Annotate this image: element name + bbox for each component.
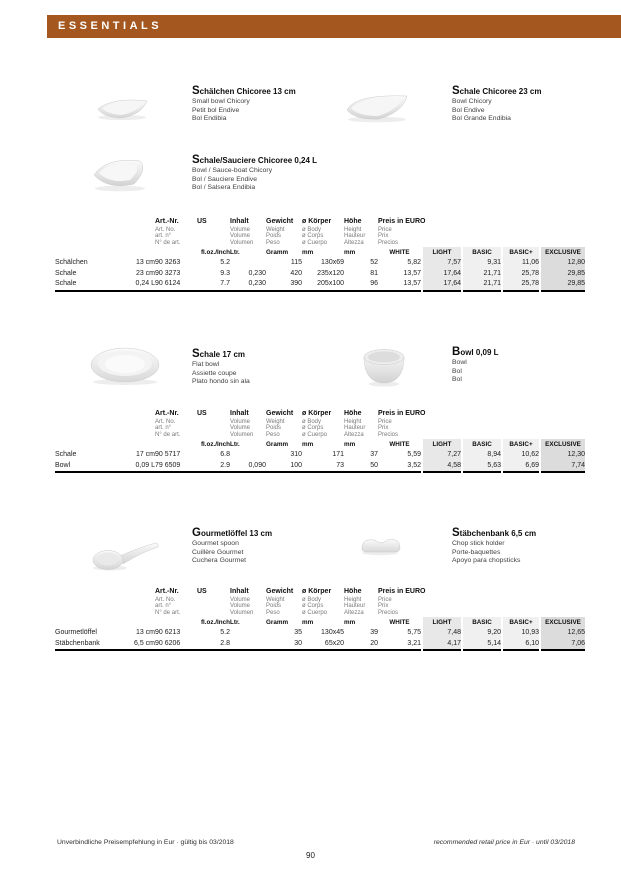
column-header-sublabel: Weight xyxy=(266,596,285,603)
product-title: Schale/Sauciere Chicoree 0,24 L xyxy=(192,154,318,166)
column-header-label: Art.-Nr. xyxy=(155,410,179,417)
page-title: ESSENTIALS xyxy=(58,20,163,32)
column-header-label: Preis in EURO xyxy=(378,410,426,417)
product-title: Schälchen Chicoree 13 cm xyxy=(192,85,296,97)
product-image-sauciere-chicoree xyxy=(90,153,150,198)
column-header-label: US xyxy=(197,410,207,417)
column-header-sublabel: Volume xyxy=(230,418,251,425)
cell-height: 50 xyxy=(370,461,378,469)
product-desc-line: Plato hondo sin ala xyxy=(192,378,250,386)
column-header-sublabel: Altezza xyxy=(344,432,364,439)
cell-name: Schale xyxy=(55,269,77,277)
product-image-schale-chicoree xyxy=(345,88,410,128)
column-header-label: Höhe xyxy=(344,410,362,417)
unit-mm-body: mm xyxy=(302,249,314,257)
cell-gramm: 100 xyxy=(290,461,302,469)
table-row xyxy=(55,639,585,651)
table-header-row xyxy=(55,217,585,247)
column-header-us xyxy=(197,217,230,247)
cell-size: 0,24 L xyxy=(135,280,155,288)
column-header-label: Preis in EURO xyxy=(378,218,426,225)
cell-price-light: 7,57 xyxy=(422,258,462,269)
cell-us: 2.9 xyxy=(220,461,230,469)
column-header-sublabel: Precios xyxy=(378,432,399,439)
product-card xyxy=(452,347,617,385)
cell-price-basic: 9,20 xyxy=(462,628,502,639)
cell-price-basic: 21,71 xyxy=(462,269,502,280)
unit-mm-height: mm xyxy=(344,249,356,257)
cell-price-basic-plus: 6,69 xyxy=(502,461,540,473)
column-header-koerper xyxy=(302,217,344,247)
cell-ltr xyxy=(230,628,266,639)
column-header-label: Gewicht xyxy=(266,218,294,225)
cell-price-basic: 5,14 xyxy=(462,639,502,651)
column-header-sublabel: Art. No. xyxy=(155,418,176,425)
column-header-preis xyxy=(378,217,585,247)
cell-size: 0,09 L xyxy=(135,461,155,469)
product-desc-line: Cuillère Gourmet xyxy=(192,548,244,556)
unit-ltr: Ltr. xyxy=(230,441,240,449)
product-title: Bowl 0,09 L xyxy=(452,346,499,358)
table-row xyxy=(55,628,585,639)
product-image-schale-17 xyxy=(88,343,162,392)
cell-price-basic: 21,71 xyxy=(462,279,502,291)
cell-price-white: 13,57 xyxy=(403,280,421,288)
cell-price-light: 7,48 xyxy=(422,628,462,639)
column-header-label: Höhe xyxy=(344,218,362,225)
cell-height: 20 xyxy=(370,639,378,647)
cell-gramm: 310 xyxy=(290,451,302,459)
table-row xyxy=(55,269,585,280)
price-col-header-exclusive: EXCLUSIVE xyxy=(540,247,585,258)
cell-price-basic-plus: 11,06 xyxy=(502,258,540,269)
cell-name: Bowl xyxy=(55,461,71,469)
unit-us: fl.oz./Inch xyxy=(200,249,230,257)
column-header-sublabel: Altezza xyxy=(344,610,364,617)
product-desc-line: Flat bowl xyxy=(192,361,220,368)
column-header-sublabel: Peso xyxy=(266,610,280,617)
cell-height: 37 xyxy=(370,451,378,459)
column-header-label: US xyxy=(197,218,207,225)
cell-price-exclusive: 12,80 xyxy=(540,258,585,269)
column-header-sublabel: N° de art. xyxy=(155,240,181,247)
cell-price-exclusive: 7,74 xyxy=(540,461,585,473)
footer-note-left: Unverbindliche Preisempfehlung in Eur · gültig bis 03/2018 xyxy=(57,839,234,846)
price-col-header-white: WHITE xyxy=(389,249,410,257)
column-header-sublabel: Prix xyxy=(378,603,389,610)
cell-price-white: 3,52 xyxy=(407,461,421,469)
cell-artnr: 90 3263 xyxy=(155,259,181,267)
column-header-sublabel: Volume xyxy=(230,596,251,603)
column-header-gewicht xyxy=(266,587,302,617)
column-header-label: Art.-Nr. xyxy=(155,218,179,225)
cell-ltr: 0,230 xyxy=(248,280,266,288)
product-desc-line: Bol Endive xyxy=(452,106,485,114)
cell-artnr: 79 6509 xyxy=(155,461,181,469)
column-header-us xyxy=(197,409,230,439)
price-col-header-basic-plus: BASIC+ xyxy=(502,247,540,258)
column-header-inhalt xyxy=(230,217,266,247)
cell-height: 96 xyxy=(370,280,378,288)
cell-gramm: 30 xyxy=(294,639,302,647)
column-header-sublabel: N° de art. xyxy=(155,610,181,617)
cell-body: 65x20 xyxy=(324,639,344,647)
product-card xyxy=(192,349,357,387)
price-table xyxy=(55,409,585,473)
table-row xyxy=(55,461,585,473)
column-header-label: Höhe xyxy=(344,588,362,595)
product-desc-line: Bowl Chicory xyxy=(452,98,492,105)
product-desc-line: Bol Endibia xyxy=(192,115,227,123)
cell-price-light: 7,27 xyxy=(422,450,462,461)
cell-ltr: 0,090 xyxy=(248,461,266,469)
cell-gramm: 390 xyxy=(290,280,302,288)
column-header-sublabel: Volumen xyxy=(230,610,254,617)
unit-mm-height: mm xyxy=(344,619,356,627)
product-desc-line: Bol xyxy=(452,376,462,384)
cell-price-basic-plus: 10,62 xyxy=(502,450,540,461)
cell-name: Schälchen xyxy=(55,259,88,267)
table-units-row xyxy=(55,617,585,628)
column-header-label: Inhalt xyxy=(230,218,249,225)
column-header-sublabel: Height xyxy=(344,418,362,425)
cell-body: 205x100 xyxy=(317,280,344,288)
column-header-sublabel: Height xyxy=(344,226,362,233)
product-desc-line: Bol xyxy=(452,367,462,375)
column-header-label: Inhalt xyxy=(230,410,249,417)
product-desc-line: Petit bol Endive xyxy=(192,106,240,114)
product-card xyxy=(192,155,357,193)
product-desc-line: Bol Grande Endibia xyxy=(452,115,511,123)
cell-body: 171 xyxy=(332,451,344,459)
column-header-sublabel: Poids xyxy=(266,603,282,610)
cell-size: 23 cm xyxy=(135,269,155,277)
price-col-header-light: LIGHT xyxy=(422,617,462,628)
cell-name: Stäbchenbank xyxy=(55,639,100,647)
column-header-sublabel: Hauteur xyxy=(344,233,366,240)
column-header-koerper xyxy=(302,587,344,617)
cell-size: 13 cm xyxy=(135,259,155,267)
cell-artnr: 90 5717 xyxy=(155,451,181,459)
column-header-sublabel: Peso xyxy=(266,240,280,247)
column-header-sublabel: ø Cuerpo xyxy=(302,432,328,439)
cell-height: 39 xyxy=(370,629,378,637)
column-header-sublabel: Hauteur xyxy=(344,425,366,432)
cell-gramm: 35 xyxy=(294,629,302,637)
column-header-inhalt xyxy=(230,409,266,439)
product-desc-line: Bol / Sauciere Endive xyxy=(192,175,257,183)
unit-gramm: Gramm xyxy=(266,619,289,627)
column-header-label: US xyxy=(197,588,207,595)
cell-ltr xyxy=(230,450,266,461)
column-header-sublabel: ø Corps xyxy=(302,603,324,610)
unit-gramm: Gramm xyxy=(266,441,289,449)
unit-us: fl.oz./Inch xyxy=(200,619,230,627)
column-header-sublabel: Precios xyxy=(378,240,399,247)
column-header-hoehe xyxy=(344,217,378,247)
price-col-header-light: LIGHT xyxy=(422,247,462,258)
column-header-label: Preis in EURO xyxy=(378,588,426,595)
column-header-gewicht xyxy=(266,217,302,247)
page-number: 90 xyxy=(306,851,315,860)
price-col-header-light: LIGHT xyxy=(422,439,462,450)
unit-us: fl.oz./Inch xyxy=(200,441,230,449)
column-header-sublabel: Poids xyxy=(266,425,282,432)
cell-price-exclusive: 29,85 xyxy=(540,279,585,291)
product-title: Gourmetlöffel 13 cm xyxy=(192,527,273,539)
table-units-row xyxy=(55,439,585,450)
unit-ltr: Ltr. xyxy=(230,619,240,627)
cell-price-white: 13,57 xyxy=(403,269,421,277)
price-col-header-exclusive: EXCLUSIVE xyxy=(540,439,585,450)
cell-price-light: 4,17 xyxy=(422,639,462,651)
column-header-sublabel: Art. No. xyxy=(155,596,176,603)
column-header-sublabel: ø Body xyxy=(302,596,322,603)
cell-price-exclusive: 29,85 xyxy=(540,269,585,280)
column-header-artnr xyxy=(155,587,197,617)
column-header-sublabel: Volume xyxy=(230,233,251,240)
column-header-sublabel: ø Cuerpo xyxy=(302,240,328,247)
spacer xyxy=(55,617,197,628)
cell-price-basic-plus: 10,93 xyxy=(502,628,540,639)
cell-us: 5.2 xyxy=(220,629,230,637)
price-col-header-basic-plus: BASIC+ xyxy=(502,439,540,450)
column-header-sublabel: Prix xyxy=(378,233,389,240)
spacer xyxy=(55,439,197,450)
table-row xyxy=(55,258,585,269)
cell-price-white: 5,59 xyxy=(407,451,421,459)
cell-size: 13 cm xyxy=(135,629,155,637)
price-col-header-basic: BASIC xyxy=(462,617,502,628)
cell-body: 235x120 xyxy=(317,269,344,277)
table-header-row xyxy=(55,587,585,617)
column-header-koerper xyxy=(302,409,344,439)
column-header-sublabel: ø Body xyxy=(302,226,322,233)
column-header-preis xyxy=(378,587,585,617)
column-header-hoehe xyxy=(344,587,378,617)
cell-price-exclusive: 12,65 xyxy=(540,628,585,639)
cell-price-white: 5,75 xyxy=(407,629,421,637)
column-header-sublabel: Weight xyxy=(266,418,285,425)
column-header-sublabel: Precios xyxy=(378,610,399,617)
cell-ltr xyxy=(230,258,266,269)
column-header-sublabel: Altezza xyxy=(344,240,364,247)
product-image-staebchenbank xyxy=(358,528,403,561)
product-desc-line: Small bowl Chicory xyxy=(192,98,250,105)
cell-height: 81 xyxy=(370,269,378,277)
product-image-schaelchen-chicoree xyxy=(95,93,150,126)
cell-gramm: 115 xyxy=(290,259,302,267)
column-header-sublabel: Price xyxy=(378,596,392,603)
price-col-header-white: WHITE xyxy=(389,619,410,627)
footer-note-right: recommended retail price in Eur · until 03/2018 xyxy=(433,839,575,846)
column-header-sublabel: Volume xyxy=(230,603,251,610)
column-header-gewicht xyxy=(266,409,302,439)
cell-name: Schale xyxy=(55,451,77,459)
cell-size: 17 cm xyxy=(135,451,155,459)
price-col-header-basic-plus: BASIC+ xyxy=(502,617,540,628)
cell-price-light: 17,64 xyxy=(422,269,462,280)
spacer xyxy=(55,247,197,258)
column-header-sublabel: ø Cuerpo xyxy=(302,610,328,617)
column-header-sublabel: ø Corps xyxy=(302,425,324,432)
product-desc-line: Gourmet spoon xyxy=(192,540,239,547)
cell-body: 130x69 xyxy=(321,259,344,267)
cell-us: 9.3 xyxy=(220,269,230,277)
column-header-sublabel: Weight xyxy=(266,226,285,233)
column-header-artnr xyxy=(155,217,197,247)
table-header-row xyxy=(55,409,585,439)
table-row xyxy=(55,450,585,461)
column-header-sublabel: ø Body xyxy=(302,418,322,425)
cell-price-basic: 9,31 xyxy=(462,258,502,269)
cell-artnr: 90 6213 xyxy=(155,629,181,637)
cell-us: 7.7 xyxy=(220,280,230,288)
column-header-sublabel: Poids xyxy=(266,233,282,240)
cell-us: 2.8 xyxy=(220,639,230,647)
column-header-sublabel: Height xyxy=(344,596,362,603)
cell-artnr: 90 6124 xyxy=(155,280,181,288)
column-header-label: ø Körper xyxy=(302,218,332,225)
spacer xyxy=(55,409,155,439)
product-desc-line: Porte-baquettes xyxy=(452,548,501,556)
cell-size: 6,5 cm xyxy=(133,639,155,647)
price-table xyxy=(55,587,585,651)
column-header-hoehe xyxy=(344,409,378,439)
cell-price-exclusive: 7,06 xyxy=(540,639,585,651)
brand-bar xyxy=(47,15,621,38)
spacer xyxy=(55,587,155,617)
product-desc-line: Cuchera Gourmet xyxy=(192,557,247,565)
product-desc-line: Assiette coupe xyxy=(192,369,237,377)
column-header-sublabel: Volume xyxy=(230,425,251,432)
cell-body: 73 xyxy=(336,461,344,469)
column-header-sublabel: Prix xyxy=(378,425,389,432)
column-header-sublabel: Price xyxy=(378,418,392,425)
cell-body: 130x45 xyxy=(321,629,344,637)
table-row xyxy=(55,279,585,291)
cell-price-white: 3,21 xyxy=(407,639,421,647)
column-header-artnr xyxy=(155,409,197,439)
product-desc-line: Bowl / Sauce-boat Chicory xyxy=(192,167,273,174)
cell-price-basic-plus: 6,10 xyxy=(502,639,540,651)
cell-price-basic-plus: 25,78 xyxy=(502,269,540,280)
unit-mm-body: mm xyxy=(302,441,314,449)
cell-ltr: 0,230 xyxy=(248,269,266,277)
cell-price-light: 17,64 xyxy=(422,279,462,291)
price-col-header-white: WHITE xyxy=(389,441,410,449)
product-desc-line: Bol / Salsera Endibia xyxy=(192,184,256,192)
column-header-us xyxy=(197,587,230,617)
column-header-sublabel: Art. No. xyxy=(155,226,176,233)
unit-ltr: Ltr. xyxy=(230,249,240,257)
cell-name: Schale xyxy=(55,280,77,288)
cell-artnr: 90 3273 xyxy=(155,269,181,277)
cell-gramm: 420 xyxy=(290,269,302,277)
cell-name: Gourmetlöffel xyxy=(55,629,97,637)
column-header-preis xyxy=(378,409,585,439)
price-table xyxy=(55,217,585,292)
spacer xyxy=(55,217,155,247)
column-header-sublabel: Peso xyxy=(266,432,280,439)
column-header-sublabel: art. n° xyxy=(155,603,172,610)
product-card xyxy=(452,86,617,124)
product-desc-line: Apoyo para chopsticks xyxy=(452,557,521,565)
cell-price-basic: 5,63 xyxy=(462,461,502,473)
cell-height: 52 xyxy=(370,259,378,267)
table-units-row xyxy=(55,247,585,258)
column-header-label: Art.-Nr. xyxy=(155,588,179,595)
cell-price-white: 5,82 xyxy=(407,259,421,267)
column-header-sublabel: art. n° xyxy=(155,233,172,240)
product-card xyxy=(192,528,357,566)
product-image-bowl-009 xyxy=(360,344,408,393)
cell-price-basic: 8,94 xyxy=(462,450,502,461)
product-title: Schale Chicoree 23 cm xyxy=(452,85,542,97)
product-desc-line: Bowl xyxy=(452,359,467,366)
cell-ltr xyxy=(230,639,266,651)
unit-gramm: Gramm xyxy=(266,249,289,257)
column-header-sublabel: Hauteur xyxy=(344,603,366,610)
column-header-sublabel: ø Corps xyxy=(302,233,324,240)
cell-us: 6.8 xyxy=(220,451,230,459)
column-header-inhalt xyxy=(230,587,266,617)
product-desc-line: Chop stick holder xyxy=(452,540,505,547)
cell-price-basic-plus: 25,78 xyxy=(502,279,540,291)
cell-us: 5.2 xyxy=(220,259,230,267)
column-header-label: Inhalt xyxy=(230,588,249,595)
product-title: Stäbchenbank 6,5 cm xyxy=(452,527,537,539)
column-header-sublabel: N° de art. xyxy=(155,432,181,439)
column-header-label: ø Körper xyxy=(302,410,332,417)
product-card xyxy=(192,86,357,124)
cell-artnr: 90 6206 xyxy=(155,639,181,647)
column-header-label: Gewicht xyxy=(266,410,294,417)
price-col-header-basic: BASIC xyxy=(462,439,502,450)
column-header-sublabel: art. n° xyxy=(155,425,172,432)
unit-mm-height: mm xyxy=(344,441,356,449)
unit-mm-body: mm xyxy=(302,619,314,627)
column-header-sublabel: Price xyxy=(378,226,392,233)
column-header-sublabel: Volume xyxy=(230,226,251,233)
product-title: Schale 17 cm xyxy=(192,348,246,360)
column-header-label: ø Körper xyxy=(302,588,332,595)
price-col-header-basic: BASIC xyxy=(462,247,502,258)
column-header-sublabel: Volumen xyxy=(230,240,254,247)
column-header-sublabel: Volumen xyxy=(230,432,254,439)
product-image-gourmetloeffel xyxy=(90,540,162,577)
cell-price-light: 4,58 xyxy=(422,461,462,473)
cell-price-exclusive: 12,30 xyxy=(540,450,585,461)
column-header-label: Gewicht xyxy=(266,588,294,595)
product-card xyxy=(452,528,617,566)
price-col-header-exclusive: EXCLUSIVE xyxy=(540,617,585,628)
